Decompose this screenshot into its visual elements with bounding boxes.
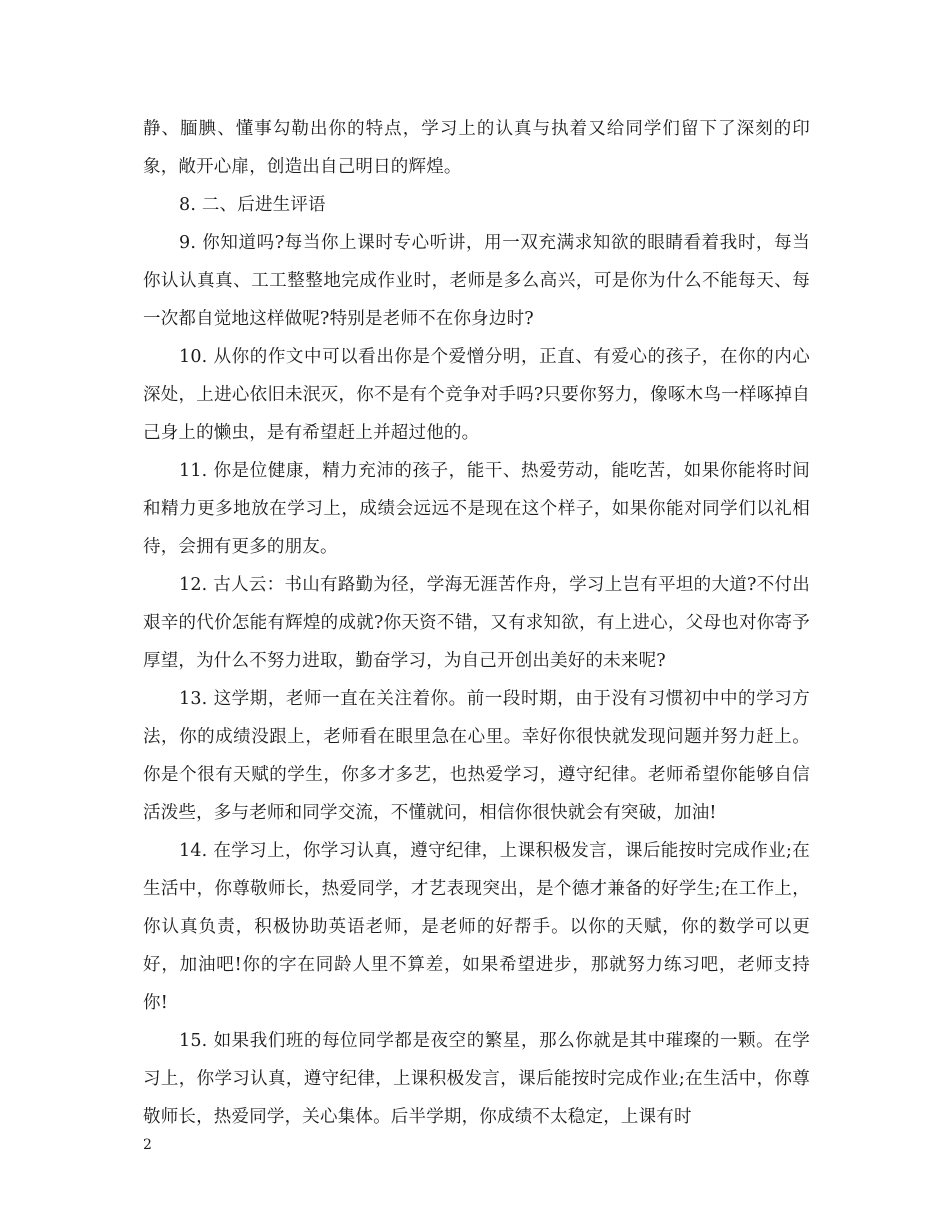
- section-heading: 8. 二、后进生评语: [179, 195, 326, 215]
- paragraph: 静、腼腆、懂事勾勒出你的特点，学习上的认真与执着又给同学们留下了深刻的印象，敞开心扉，创造出自己明日的辉煌。: [143, 119, 810, 177]
- document-body: [143, 110, 810, 1136]
- paragraph: 9. 你知道吗?每当你上课时专心听讲，用一双充满求知欲的眼睛看着我时，每当你认认真真、工工整整地完成作业时，老师是多么高兴，可是你为什么不能每天、每一次都自觉地这样做呢?特别是老师不在你身边时?: [143, 233, 810, 329]
- paragraph: 15. 如果我们班的每位同学都是夜空的繁星，那么你就是其中璀璨的一颗。在学习上，你学习认真，遵守纪律，上课积极发言，课后能按时完成作业;在生活中，你尊敬师长，热爱同学，关心集体。后半学期，你成绩不太稳定，上课有时: [143, 1031, 810, 1127]
- paragraph: 14. 在学习上，你学习认真，遵守纪律，上课积极发言，课后能按时完成作业;在生活中，你尊敬师长，热爱同学，才艺表现突出，是个德才兼备的好学生;在工作上，你认真负责，积极协助英语老师，是老师的好帮手。以你的天赋，你的数学可以更好，加油吧!你的字在同龄人里不算差，如果希望进步，那就努力练习吧，老师支持你!: [143, 841, 810, 1013]
- paragraph: 13. 这学期，老师一直在关注着你。前一段时期，由于没有习惯初中中的学习方法，你的成绩没跟上，老师看在眼里急在心里。幸好你很快就发现问题并努力赶上。你是个很有天赋的学生，你多才多艺，也热爱学习，遵守纪律。老师希望你能够自信活泼些，多与老师和同学交流，不懂就问，相信你很快就会有突破，加油!: [143, 689, 810, 823]
- paragraph: 10. 从你的作文中可以看出你是个爱憎分明，正直、有爱心的孩子，在你的内心深处，上进心依旧未泯灭，你不是有个竞争对手吗?只要你努力，像啄木鸟一样啄掉自己身上的懒虫，是有希望赶上并超过他的。: [143, 347, 810, 443]
- page-number: 2: [143, 1137, 152, 1153]
- paragraph: 12. 古人云：书山有路勤为径，学海无涯苦作舟，学习上岂有平坦的大道?不付出艰辛的代价怎能有辉煌的成就?你天资不错，又有求知欲，有上进心，父母也对你寄予厚望，为什么不努力进取，勤奋学习，为自己开创出美好的未来呢?: [143, 575, 810, 671]
- paragraph: 11. 你是位健康，精力充沛的孩子，能干、热爱劳动，能吃苦，如果你能将时间和精力更多地放在学习上，成绩会远远不是现在这个样子，如果你能对同学们以礼相待，会拥有更多的朋友。: [143, 461, 810, 557]
